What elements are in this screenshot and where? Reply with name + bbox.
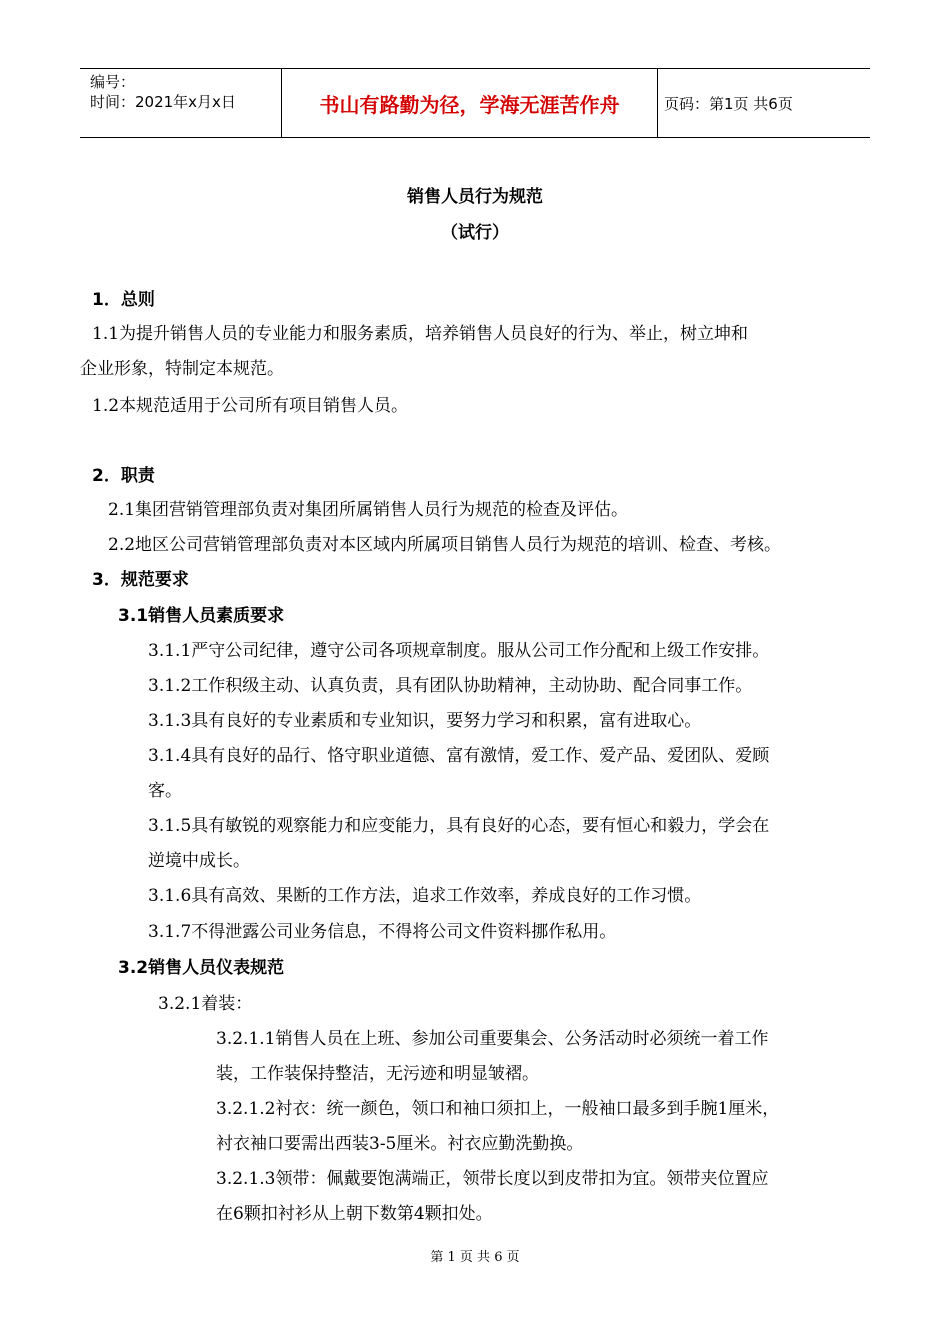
paragraph-line: 3.1.7不得泄露公司业务信息，不得将公司文件资料挪作私用。: [148, 922, 617, 942]
paragraph-line: 企业形象，特制定本规范。: [80, 359, 284, 379]
paragraph-line: 逆境中成长。: [148, 851, 250, 871]
paragraph-line: 3.2.1着装：: [158, 994, 253, 1014]
paragraph-line: 3.1.3具有良好的专业素质和专业知识，要努力学习和积累，富有进取心。: [148, 711, 702, 731]
paragraph-line: 3.1.6具有高效、果断的工作方法，追求工作效率，养成良好的工作习惯。: [148, 886, 702, 906]
page-label: 页码：第1页 共6页: [664, 94, 793, 113]
date-label: 时间：2021年x月x日: [90, 93, 236, 111]
number-label: 编号：: [90, 73, 136, 91]
section-heading: 2．职责: [92, 466, 155, 486]
paragraph-line: 3.2.1.2衬衣：统一颜色，领口和袖口须扣上，一般袖口最多到手腕1厘米，: [216, 1099, 780, 1119]
section-heading: 3．规范要求: [92, 570, 189, 590]
paragraph-line: 在6颗扣衬衫从上朝下数第4颗扣处。: [216, 1204, 493, 1224]
section-heading: 1．总则: [92, 290, 155, 310]
paragraph-line: 装，工作装保持整洁，无污迹和明显皱褶。: [216, 1064, 539, 1084]
document-title: 销售人员行为规范: [407, 187, 543, 207]
subsection-heading: 3.2销售人员仪表规范: [118, 958, 285, 978]
paragraph-line: 3.1.2工作积级主动、认真负责，具有团队协助精神，主动协助、配合同事工作。: [148, 676, 753, 696]
motto: 书山有路勤为径，学海无涯苦作舟: [282, 69, 658, 137]
paragraph-line: 1.2本规范适用于公司所有项目销售人员。: [92, 396, 409, 416]
paragraph-line: 3.1.1严守公司纪律，遵守公司各项规章制度。服从公司工作分配和上级工作安排。: [148, 641, 770, 661]
paragraph-line: 3.2.1.1销售人员在上班、参加公司重要集会、公务活动时必须统一着工作: [216, 1029, 769, 1049]
paragraph-line: 2.2地区公司营销管理部负责对本区域内所属项目销售人员行为规范的培训、检查、考核。: [108, 535, 782, 555]
paragraph-line: 客。: [148, 781, 182, 801]
header-table: [80, 68, 870, 138]
paragraph-line: 3.2.1.3领带：佩戴要饱满端正，领带长度以到皮带扣为宜。领带夹位置应: [216, 1169, 769, 1189]
document-subtitle: （试行）: [441, 223, 509, 243]
paragraph-line: 3.1.5具有敏锐的观察能力和应变能力，具有良好的心态，要有恒心和毅力，学会在: [148, 816, 770, 836]
paragraph-line: 1.1为提升销售人员的专业能力和服务素质，培养销售人员良好的行为、举止，树立坤和: [92, 324, 749, 344]
subsection-heading: 3.1销售人员素质要求: [118, 606, 285, 626]
page-footer: 第 1 页 共 6 页: [430, 1250, 520, 1265]
paragraph-line: 2.1集团营销管理部负责对集团所属销售人员行为规范的检查及评估。: [108, 500, 629, 520]
paragraph-line: 衬衣袖口要需出西装3-5厘米。衬衣应勤洗勤换。: [216, 1134, 584, 1154]
paragraph-line: 3.1.4具有良好的品行、恪守职业道德、富有激情，爱工作、爱产品、爱团队、爱顾: [148, 746, 770, 766]
header-info-cell: [80, 69, 282, 137]
